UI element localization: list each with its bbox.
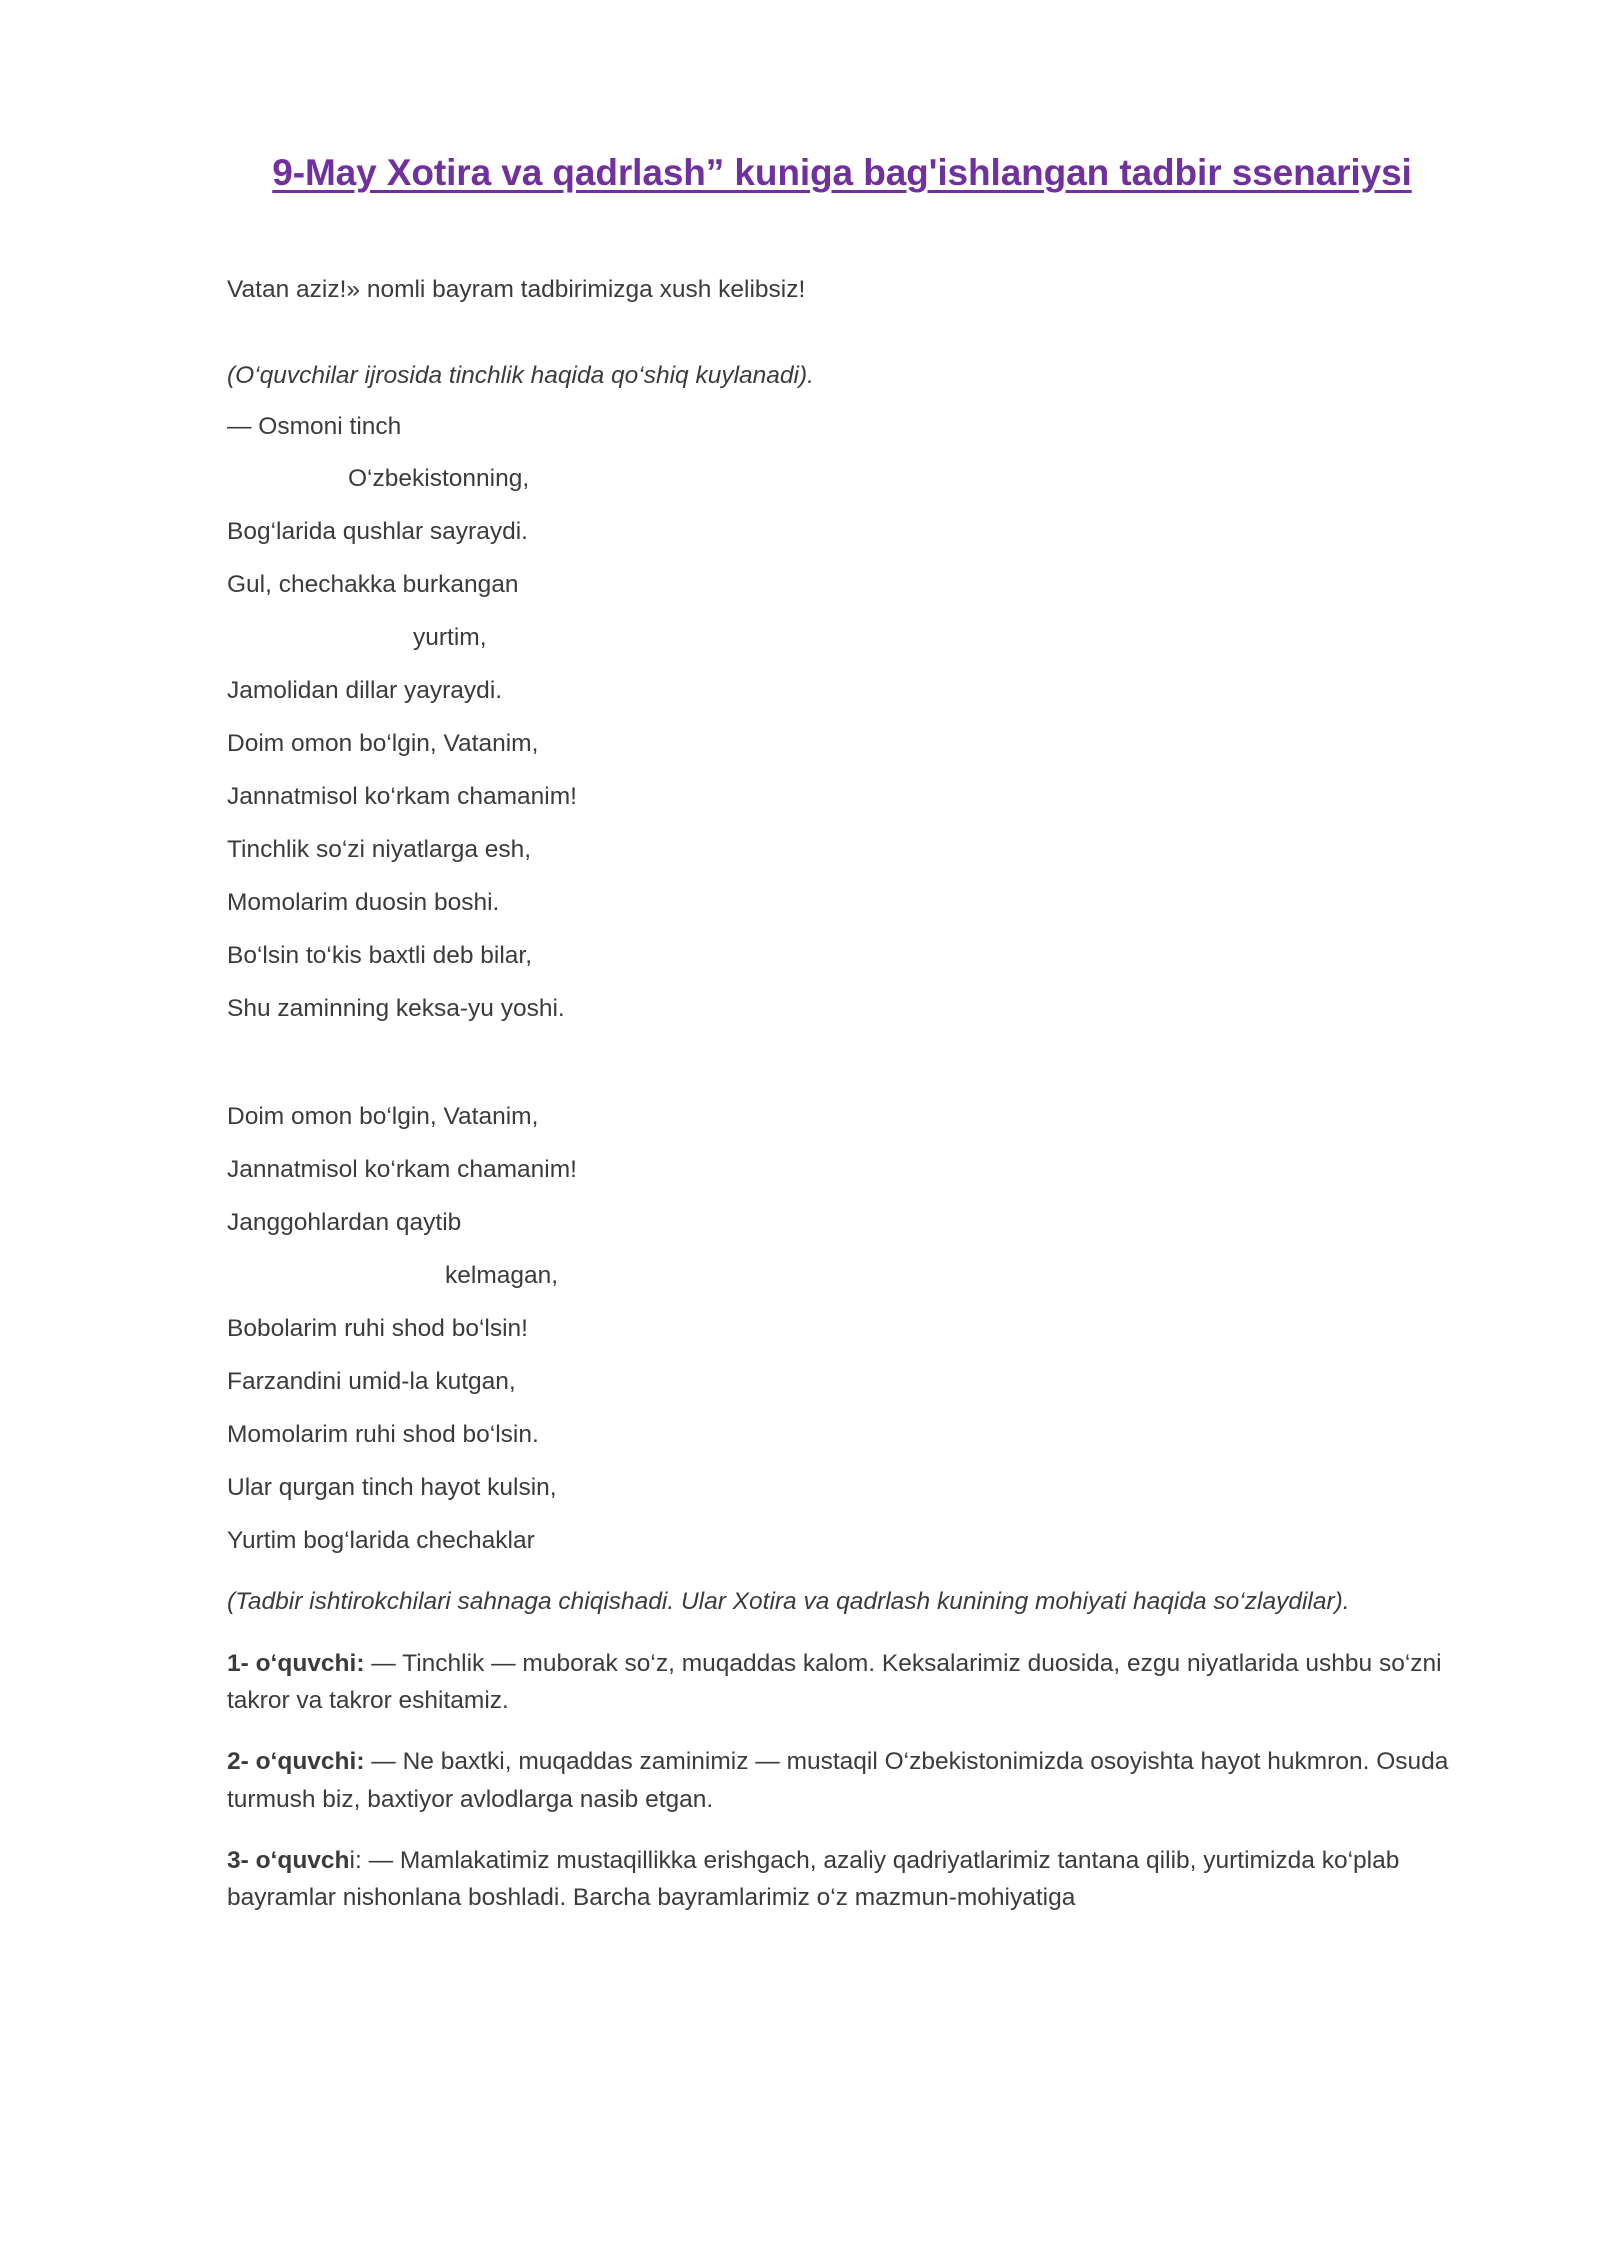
speaker-text: i: — Mamlakatimiz mustaqillikka erishgach, azaliy qadriyatlarimiz tantana qilib, yurtimizda ko‘plab bayramlar nishonlana boshladi. Barcha bayramlarimiz o‘z mazmun-mohiyatiga <box>227 1846 1400 1911</box>
poem-line: Janggohlardan qaytib <box>227 1209 462 1237</box>
poem-line: Doim omon bo‘lgin, Vatanim, <box>227 730 539 758</box>
poem-line: Bo‘lsin to‘kis baxtli deb bilar, <box>227 942 533 970</box>
poem-line: Tinchlik so‘zi niyatlarga esh, <box>227 836 532 864</box>
poem-line: Jannatmisol ko‘rkam chamanim! <box>227 1156 577 1184</box>
speaker-label: 1- o‘quvchi: <box>227 1649 365 1677</box>
intro-paragraph: Vatan aziz!» nomli bayram tadbirimizga xush kelibsiz! <box>227 275 806 303</box>
poem-line: — Osmoni tinch <box>227 412 402 440</box>
document-body <box>227 0 1457 1916</box>
poem-line: yurtim, <box>413 624 487 652</box>
speaker-text: — Ne baxtki, muqaddas zaminimiz — mustaqil O‘zbekistonimizda osoyishta hayot hukmron. Osuda turmush biz, baxtiyor avlodlarga nasib etgan. <box>227 1748 1449 1813</box>
speaker-label: 2- o‘quvchi: <box>227 1748 365 1776</box>
poem-line: Yurtim bog‘larida chechaklar <box>227 1526 535 1554</box>
poem-stanza-two <box>227 1085 1457 1560</box>
poem-line: Bobolarim ruhi shod bo‘lsin! <box>227 1315 528 1343</box>
poem-line: Bog‘larida qushlar sayraydi. <box>227 518 528 546</box>
poem-line: Gul, chechakka burkangan <box>227 571 519 599</box>
poem-stanza-one <box>227 395 1457 1029</box>
poem-line: Jamolidan dillar yayraydi. <box>227 677 503 705</box>
speaker-paragraph-1 <box>227 1621 1457 1719</box>
poem-line: kelmagan, <box>445 1262 559 1290</box>
poem-line: O‘zbekistonning, <box>348 465 530 493</box>
poem-line: Farzandini umid-la kutgan, <box>227 1367 516 1395</box>
stanza-spacer <box>227 1028 1457 1085</box>
poem-line: Doim omon bo‘lgin, Vatanim, <box>227 1103 539 1131</box>
speaker-paragraph-3 <box>227 1818 1457 1916</box>
poem-line: Momolarim ruhi shod bo‘lsin. <box>227 1420 539 1448</box>
poem-line: Ular qurgan tinch hayot kulsin, <box>227 1473 557 1501</box>
speaker-paragraph-2 <box>227 1719 1457 1817</box>
speaker-text: — Tinchlik — muborak so‘z, muqaddas kalom. Keksalarimiz duosida, ezgu niyatlarida ushbu so‘zni takror va takror eshitamiz. <box>227 1649 1442 1715</box>
stage-direction-1: (O‘quvchilar ijrosida tinchlik haqida qo‘shiq kuylanadi). <box>227 361 814 389</box>
stage-direction-2: (Tadbir ishtirokchilari sahnaga chiqishadi. Ular Xotira va qadrlash kunining mohiyati haqida so‘zlaydilar). <box>227 1587 1350 1615</box>
poem-line: Momolarim duosin boshi. <box>227 889 500 917</box>
speaker-label: 3- o‘quvch <box>227 1846 350 1874</box>
poem-line: Jannatmisol ko‘rkam chamanim! <box>227 783 577 811</box>
poem-line: Shu zaminning keksa-yu yoshi. <box>227 995 565 1023</box>
page-title: 9-May Xotira va qadrlash” kuniga bag'ishlangan tadbir ssenariysi <box>272 152 1412 193</box>
